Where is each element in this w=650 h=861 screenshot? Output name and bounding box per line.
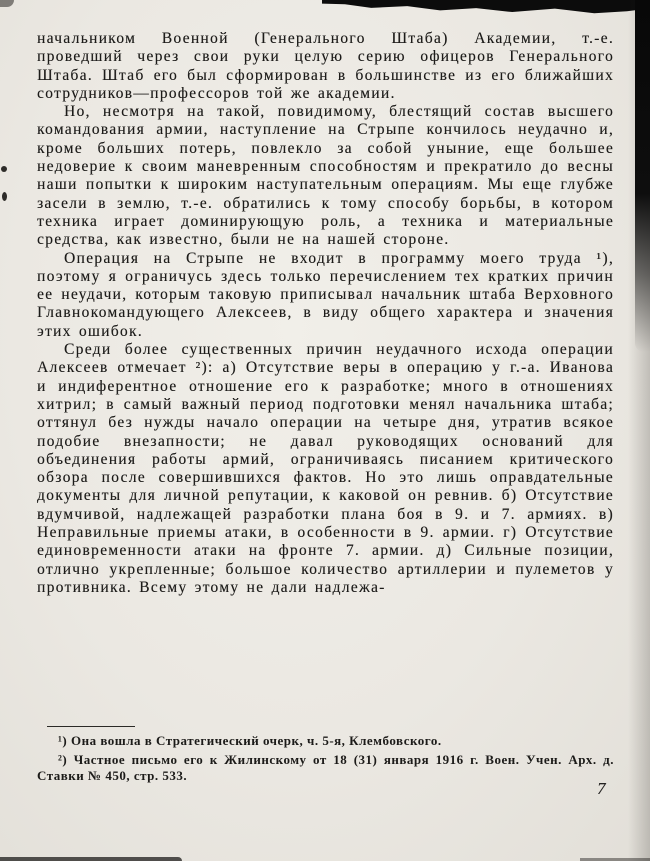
footnote: ²) Частное письмо его к Жилинскому от 18 (31) января 1916 г. Воен. Учен. Арх. д. Ставки № 450, стр. 533. xyxy=(37,751,614,783)
scan-artifact-right-edge xyxy=(635,0,650,352)
scan-artifact-speck xyxy=(1,166,7,172)
paragraph: начальником Военной (Генерального Штаба) Академии, т.-е. проведший через свои руки целую серию офицеров Генерального Штаба. Штаб его был сформирован в большинстве из его ближайших сотрудников—профессоров той же академии. xyxy=(37,30,614,102)
scan-artifact-speck xyxy=(2,192,7,201)
page-number: 7 xyxy=(597,779,606,798)
scan-artifact-bottom-edge xyxy=(0,857,182,861)
footnote-separator xyxy=(47,726,135,727)
page-text-block xyxy=(37,30,614,597)
paragraph: Операция на Стрыпе не входит в программу моего труда ¹), поэтому я ограничусь здесь только перечислением тех кратких причин ее неудачи, которым таковую приписывал начальник штаба Верховного Главнокомандующего Алексеев, в виду общего характера и значения этих ошибок. xyxy=(37,249,614,340)
scan-artifact-top-left-corner xyxy=(0,0,14,7)
footnotes-section xyxy=(37,726,614,785)
footnote: ¹) Она вошла в Стратегический очерк, ч. 5-я, Клембовского. xyxy=(58,733,442,748)
paragraph: Но, несмотря на такой, повидимому, блестящий состав высшего командования армии, наступление на Стрыпе кончилось неудачно и, кроме больших потерь, повлекло за собой уныние, еще большее недоверие к своим маневренным способностям и прекратило до весны наши попытки к широким наступательным операциям. Мы еще глубже засели в землю, т.-е. обратились к тому способу борьбы, в котором техника играет доминирующую роль, а техника и материальные средства, как известно, были не на нашей стороне. xyxy=(37,103,614,249)
scan-artifact-top-edge xyxy=(322,0,650,14)
paragraph: Среди более существенных причин неудачного исхода операции Алексеев отмечает ²): а) Отсутствие веры в операцию у г.-а. Иванова и индиферентное отношение его к разработке; много в отношениях хитрил; в самый важный период подготовки менял начальника штаба; оттянул без нужды начало операции на четыре дня, утратив всякое подобие внезапности; не давал руководящих оснований для объединения работы армий, ограничиваясь писанием критического обзора после совершившихся фактов. Но это лишь оправдательные документы для личной репутации, к каковой он ревнив. б) Отсутствие вдумчивой, надлежащей разработки плана боя в 9. и 7. армиях. в) Неправильные приемы атаки, в особенности в 9. армии. г) Отсутствие единовременности атаки на фронте 7. армии. д) Сильные позиции, отлично укрепленные; большое количество артиллерии и пулеметов у противника. Всему этому не дали надлежа- xyxy=(37,341,614,596)
